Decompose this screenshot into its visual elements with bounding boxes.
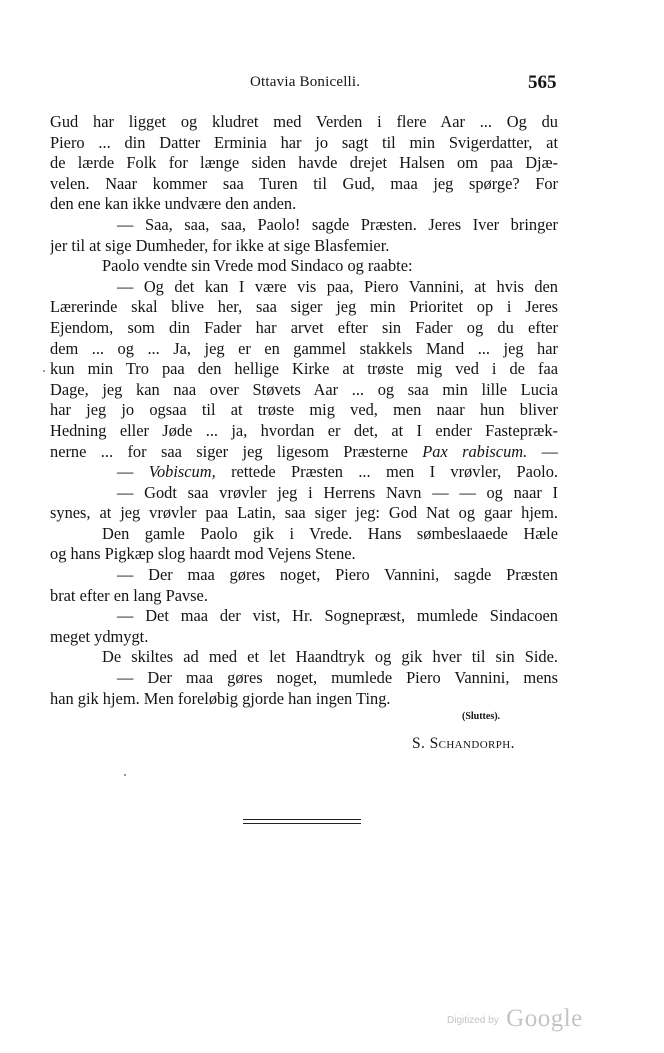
print-speck — [43, 370, 45, 372]
text-line: De skiltes ad med et let Haandtryk og gik hver til sin Side. — [102, 647, 558, 667]
text-line: velen. Naar kommer saa Turen til Gud, maa jeg spørge? For — [50, 173, 558, 193]
text-line: har jeg jo ogsaa til at trøste mig ved, men naar hun bliver — [50, 400, 558, 420]
text-line: han gik hjem. Men foreløbig gjorde han ingen Ting. — [50, 688, 391, 708]
print-speck — [124, 774, 126, 776]
text-line: — Godt saa vrøvler jeg i Herrens Navn — — og naar I — [117, 482, 558, 502]
to-be-concluded-note: (Sluttes). — [462, 711, 501, 722]
text-run: — — [117, 462, 149, 482]
digitization-watermark — [447, 1005, 583, 1033]
watermark-google-logo: Google — [506, 1005, 583, 1032]
text-line: Den gamle Paolo gik i Vrede. Hans sømbeslaaede Hæle — [102, 523, 558, 543]
text-line: — Der maa gøres noget, mumlede Piero Vannini, mens — [117, 668, 558, 688]
text-line — [50, 462, 558, 483]
text-line: jer til at sige Dumheder, for ikke at sige Blasfemier. — [50, 235, 390, 255]
running-head-title: Ottavia Bonicelli. — [250, 74, 361, 90]
signature-name: Schandorph. — [429, 735, 515, 752]
text-line: den ene kan ikke undvære den anden. — [50, 194, 297, 214]
text-line: dem ... og ... Ja, jeg er en gammel stakkels Mand ... jeg har — [50, 338, 558, 358]
page-number: 565 — [528, 72, 557, 93]
text-line: Lærerinde skal blive her, saa siger jeg min Prioritet op i Jeres — [50, 297, 558, 317]
text-line: — Det maa der vist, Hr. Sognepræst, mumlede Sindacoen — [117, 606, 558, 626]
text-line: Dage, jeg kan naa over Støvets Aar ... og saa min lille Lucia — [50, 379, 558, 399]
text-line: meget ydmygt. — [50, 626, 149, 646]
text-line: de lærde Folk for længe siden havde drejet Halsen om paa Djæ- — [50, 153, 558, 173]
author-signature — [412, 735, 515, 753]
end-rule — [243, 819, 361, 820]
text-line: — Saa, saa, saa, Paolo! sagde Præsten. Jeres Iver bringer — [117, 214, 558, 234]
body-text — [50, 112, 558, 709]
text-line: brat efter en lang Pavse. — [50, 585, 208, 605]
text-line: Ejendom, som din Fader har arvet efter sin Fader og du efter — [50, 317, 558, 337]
signature-initial: S. — [412, 735, 426, 752]
text-line: Gud har ligget og kludret med Verden i flere Aar ... Og du — [50, 112, 558, 131]
text-line — [50, 442, 558, 463]
latin-word: Vobiscum, — [148, 462, 216, 482]
text-line: — Og det kan I være vis paa, Piero Vannini, at hvis den — [117, 276, 558, 296]
latin-phrase: Pax rabiscum. — [422, 441, 528, 461]
text-line: — Der maa gøres noget, Piero Vannini, sagde Præsten — [117, 565, 558, 585]
text-run: rettede Præsten ... men I vrøvler, Paolo. — [215, 462, 558, 482]
end-rule-double — [243, 823, 361, 824]
text-line: kun min Tro paa den hellige Kirke at trøste mig ved i de faa — [50, 359, 558, 379]
watermark-digitized-by: Digitized by — [447, 1015, 499, 1026]
text-line: Piero ... din Datter Erminia har jo sagt til min Svigerdatter, at — [50, 132, 558, 152]
text-line: Paolo vendte sin Vrede mod Sindaco og raabte: — [102, 256, 413, 276]
text-line: Hedning eller Jøde ... ja, hvordan er det, at I ender Fastepræk- — [50, 420, 558, 440]
text-line: og hans Pigkæp slog haardt mod Vejens Stene. — [50, 544, 356, 564]
text-run: nerne ... for saa siger jeg ligesom Præsterne — [50, 441, 423, 461]
text-line: synes, at jeg vrøvler paa Latin, saa siger jeg: God Nat og gaar hjem. — [50, 503, 558, 523]
running-head — [0, 72, 664, 96]
text-run: — — [527, 441, 558, 461]
